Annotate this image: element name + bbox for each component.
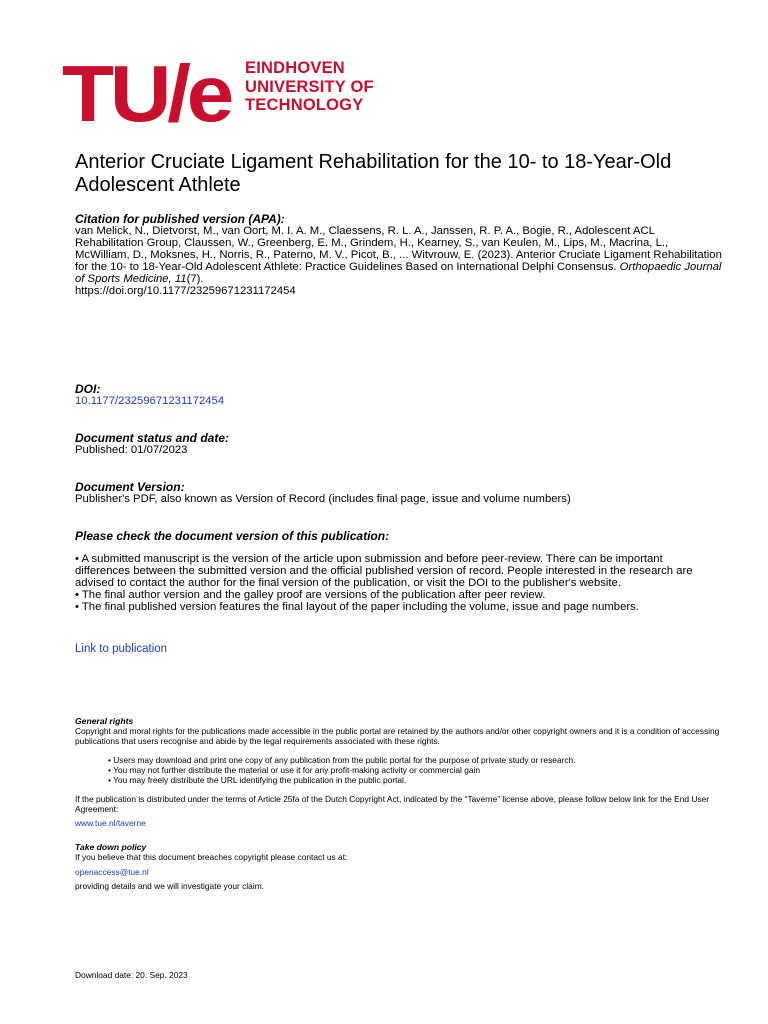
tue-logo-wordmark: TU/e [62,58,232,124]
taverne-link[interactable]: www.tue.nl/taverne [75,818,146,828]
status-label: Document status and date: [75,431,230,445]
takedown-label: Take down policy [75,842,147,852]
citation-label: Citation for published version (APA): [75,212,285,226]
check-bullet-3: • The final published version features the final layout of the paper including the volume, issue and page numbers. [75,601,639,613]
check-bullet-2: • The final author version and the galley proof are versions of the publication after peer review. [75,589,546,601]
download-date: Download date: 20. Sep. 2023 [75,970,188,980]
rights-list [108,755,728,785]
link-to-publication[interactable]: Link to publication [75,643,168,655]
rights-item-1: • Users may download and print one copy of any publication from the public portal for the purpose of private study or research. [108,755,576,765]
version-label: Document Version: [75,480,185,494]
citation-issue: (7). [186,273,204,285]
check-version-bullets [75,553,715,613]
check-version-label: Please check the document version of this publication: [75,529,390,543]
check-bullet-1: • A submitted manuscript is the version of the article upon submission and before peer-review. There can be important differences between the submitted version and the official published version of record. People interested in the research are advised to contact the author for the final version of the publication, or visit the DOI to the publisher's website. [75,553,693,589]
contact-email-link[interactable]: openaccess@tue.nl [75,867,149,877]
doi-link[interactable]: 10.1177/23259671231172454 [75,395,225,407]
citation-text [75,225,725,297]
logo-line-1: EINDHOVEN [245,59,345,77]
citation-authors: van Melick, N., Dietvorst, M., van Oort, M. I. A. M., Claessens, R. L. A., Janssen, R. P. A., Bogie, R., Adolescent ACL Rehabilitation Group, Claussen, W., Greenberg, E. M., Grindem, H., Kearney, S., van Keulen, M., Lips, M., Macrina, L., McWilliam, D., Moksnes, H., Norris, R., Paterno, M. V., Picot, B., ... Witvrouw, E. (2023). Anterior Cruciate Ligament Rehabilitation for the 10- to 18-Year-Old Adolescent Athlete: Practice Guidelines Based on International Delphi Consensus. [75,225,722,273]
version-value: Publisher's PDF, also known as Version of Record (includes final page, issue and volume numbers) [75,493,571,505]
general-rights-label: General rights [75,716,134,726]
logo-line-2: UNIVERSITY OF [245,77,374,96]
doi-label: DOI: [75,382,101,396]
citation-journal: Orthopaedic Journal of Sports Medicine, 11 [75,261,722,285]
tue-logo-mark [62,58,232,124]
citation-doi-url: https://doi.org/10.1177/23259671231172454 [75,285,296,297]
takedown-text: If you believe that this document breaches copyright please contact us at: [75,852,348,862]
rights-item-3: • You may freely distribute the URL identifying the publication in the public portal. [108,775,407,785]
logo-line-3: TECHNOLOGY [245,96,364,114]
status-value: Published: 01/07/2023 [75,444,188,456]
takedown-after-text: providing details and we will investigate your claim. [75,881,264,891]
tue-logo-name [245,59,374,115]
general-rights-text: Copyright and moral rights for the publications made accessible in the public portal are retained by the authors and/or other copyright owners and it is a condition of accessing publications that users recognise and abide by the legal requirements associated with these rights. [75,726,720,746]
tue-logo [62,58,232,124]
rights-item-2: • You may not further distribute the material or use it for any profit-making activity or commercial gain [108,765,481,775]
taverne-text: If the publication is distributed under the terms of Article 25fa of the Dutch Copyright Act, indicated by the “Taverne” license above, please follow below link for the End User Agreement: [75,794,710,814]
document-title: Anterior Cruciate Ligament Rehabilitation for the 10- to 18-Year-Old Adolescent Athlete [75,151,672,196]
